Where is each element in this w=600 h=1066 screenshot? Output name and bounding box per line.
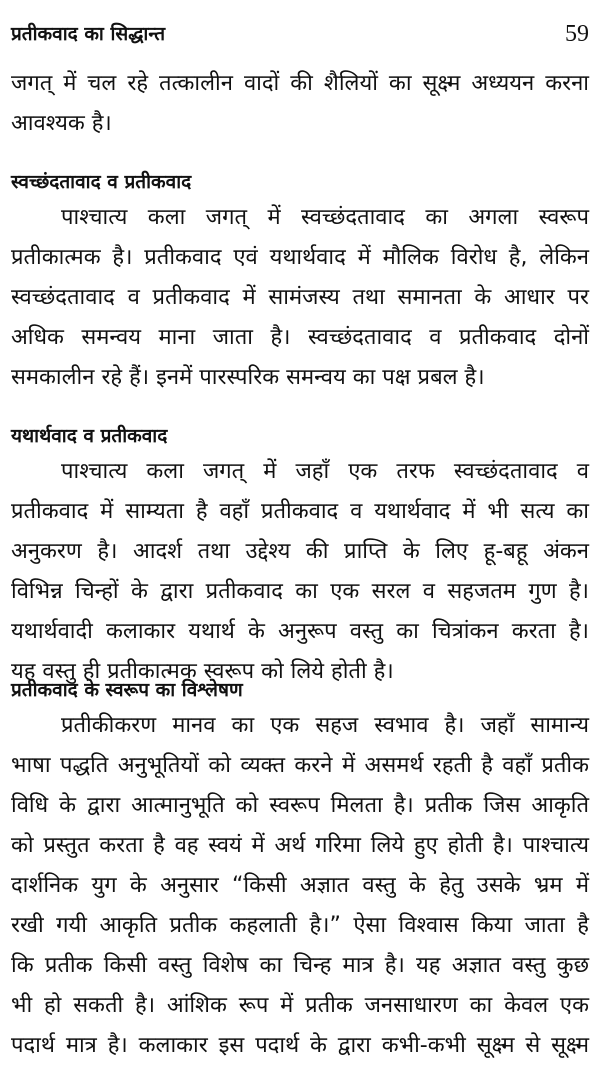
paragraph-line: पाश्चात्य कला जगत् में स्वच्छंदतावाद का अगला स्वरूप (61, 205, 589, 230)
paragraph-line: विभिन्न चिन्हों के द्वारा प्रतीकवाद का एक सरल व सहजतम गुण है। (11, 579, 589, 604)
paragraph-line: पाश्चात्य कला जगत् में जहाँ एक तरफ स्वच्छंदतावाद व (61, 459, 589, 484)
paragraph-line: दार्शनिक युग के अनुसार “किसी अज्ञात वस्तु के हेतु उसके भ्रम में (11, 873, 589, 898)
paragraph-line: भाषा पद्धति अनुभूतियों को व्यक्त करने में असमर्थ रहती है वहाँ प्रतीक (11, 753, 589, 778)
page-number: 59 (565, 21, 589, 47)
paragraph-line: आवश्यक है। (11, 111, 112, 136)
paragraph-line: यथार्थवादी कलाकार यथार्थ के अनुरूप वस्तु का चित्रांकन करता है। (11, 619, 589, 644)
section-heading-symbolism-analysis: प्रतीकवाद के स्वरूप का विश्लेषण (11, 679, 243, 701)
paragraph-line: कि प्रतीक किसी वस्तु विशेष का चिन्ह मात्र है। यह अज्ञात वस्तु कुछ (11, 953, 589, 978)
paragraph-line: अनुकरण है। आदर्श तथा उद्देश्य की प्राप्ति के लिए हू-बहू अंकन (11, 539, 589, 564)
paragraph-line: प्रतीकीकरण मानव का एक सहज स्वभाव है। जहाँ सामान्य (61, 713, 589, 738)
section-heading-realism-symbolism: यथार्थवाद व प्रतीकवाद (11, 425, 168, 447)
paragraph-line: भी हो सकती है। आंशिक रूप में प्रतीक जनसाधारण का केवल एक (11, 993, 589, 1018)
chapter-running-title: प्रतीकवाद का सिद्धान्त (11, 23, 166, 45)
paragraph-line: रखी गयी आकृति प्रतीक कहलाती है।” ऐसा विश्वास किया जाता है (11, 913, 589, 938)
paragraph-line: स्वच्छंदतावाद व प्रतीकवाद में सामंजस्य तथा समानता के आधार पर (11, 285, 589, 310)
section-heading-romanticism-symbolism: स्वच्छंदतावाद व प्रतीकवाद (11, 171, 192, 193)
paragraph-line: यह वस्तु ही प्रतीकात्मक स्वरूप को लिये होती है। (11, 659, 394, 684)
paragraph-line: समकालीन रहे हैं। इनमें पारस्परिक समन्वय का पक्ष प्रबल है। (11, 365, 485, 390)
paragraph-line: पदार्थ मात्र है। कलाकार इस पदार्थ के द्वारा कभी-कभी सूक्ष्म से सूक्ष्म (11, 1033, 589, 1058)
paragraph-line: विधि के द्वारा आत्मानुभूति को स्वरूप मिलता है। प्रतीक जिस आकृति (11, 793, 589, 818)
paragraph-line: अधिक समन्वय माना जाता है। स्वच्छंदतावाद व प्रतीकवाद दोनों (11, 325, 589, 350)
paragraph-line: को प्रस्तुत करता है वह स्वयं में अर्थ गरिमा लिये हुए होती है। पाश्चात्य (11, 833, 589, 858)
running-header (11, 18, 589, 50)
paragraph-line: प्रतीकात्मक है। प्रतीकवाद एवं यथार्थवाद में मौलिक विरोध है, लेकिन (11, 245, 589, 270)
paragraph-line: प्रतीकवाद में साम्यता है वहाँ प्रतीकवाद व यथार्थवाद में भी सत्य का (11, 499, 589, 524)
paragraph-line: जगत् में चल रहे तत्कालीन वादों की शैलियों का सूक्ष्म अध्ययन करना (11, 71, 589, 96)
